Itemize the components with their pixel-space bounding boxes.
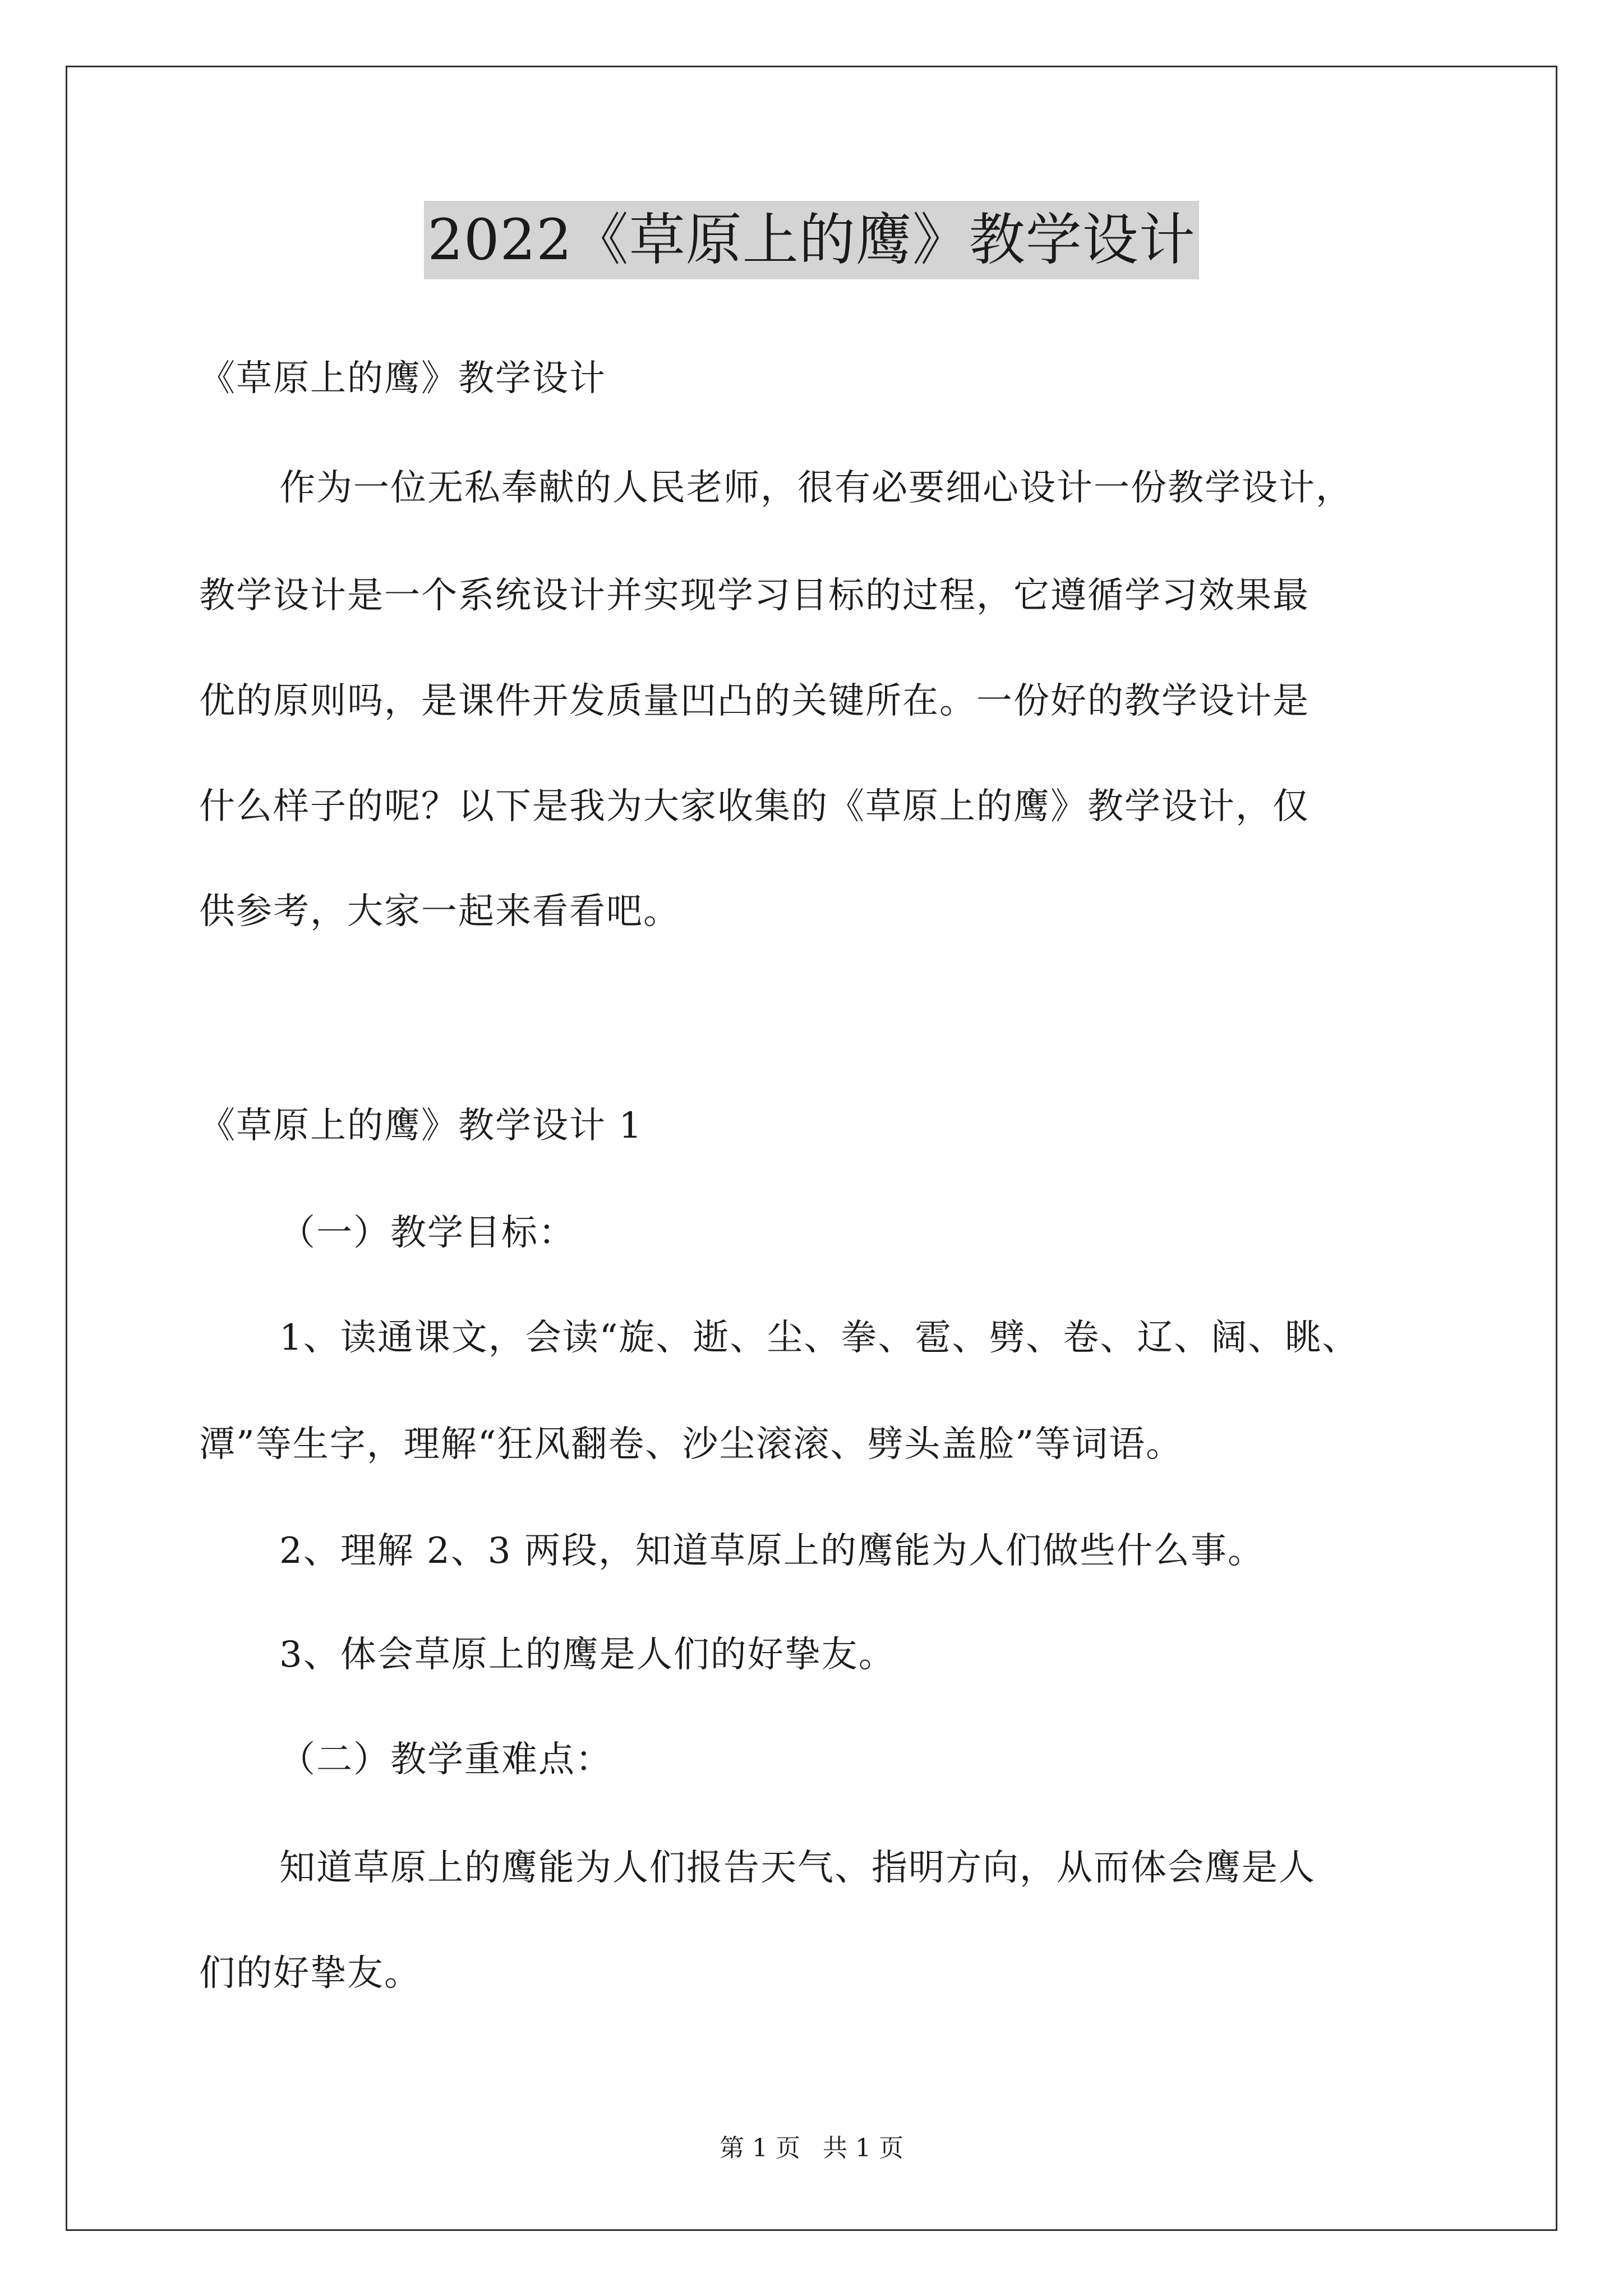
intro-line-2: 教学设计是一个系统设计并实现学习目标的过程，它遵循学习效果最 (199, 575, 1310, 616)
section-heading: 《草原上的鹰》教学设计 1 (199, 1105, 643, 1147)
title-container (0, 201, 1623, 279)
document-subtitle: 《草原上的鹰》教学设计 (199, 358, 606, 399)
page-number: 第 1 页 (720, 2134, 800, 2162)
document-title: 2022《草原上的鹰》教学设计 (424, 201, 1199, 279)
goal-3: 3、体会草原上的鹰是人们的好挚友。 (279, 1634, 896, 1676)
goal-1-line-2: 潭”等生字，理解“狂风翻卷、沙尘滚滚、劈头盖脸”等词语。 (199, 1424, 1183, 1465)
goal-2: 2、理解 2、3 两段，知道草原上的鹰能为人们做些什么事。 (279, 1530, 1265, 1572)
intro-line-3: 优的原则吗，是课件开发质量凹凸的关键所在。一份好的教学设计是 (199, 680, 1310, 722)
page-total: 共 1 页 (823, 2134, 903, 2162)
intro-line-5: 供参考，大家一起来看看吧。 (199, 891, 680, 932)
key-points-line-1: 知道草原上的鹰能为人们报告天气、指明方向，从而体会鹰是人 (279, 1847, 1316, 1889)
page-footer (0, 2133, 1623, 2164)
goals-heading: （一）教学目标： (279, 1212, 575, 1254)
intro-line-1: 作为一位无私奉献的人民老师，很有必要细心设计一份教学设计， (279, 467, 1353, 509)
goal-1-line-1: 1、读通课文，会读“旋、逝、尘、拳、雹、劈、卷、辽、阔、眺、 (279, 1317, 1359, 1359)
key-points-line-2: 们的好挚友。 (199, 1953, 421, 1994)
key-points-heading: （二）教学重难点： (279, 1739, 612, 1780)
intro-line-4: 什么样子的呢？以下是我为大家收集的《草原上的鹰》教学设计，仅 (199, 786, 1310, 827)
